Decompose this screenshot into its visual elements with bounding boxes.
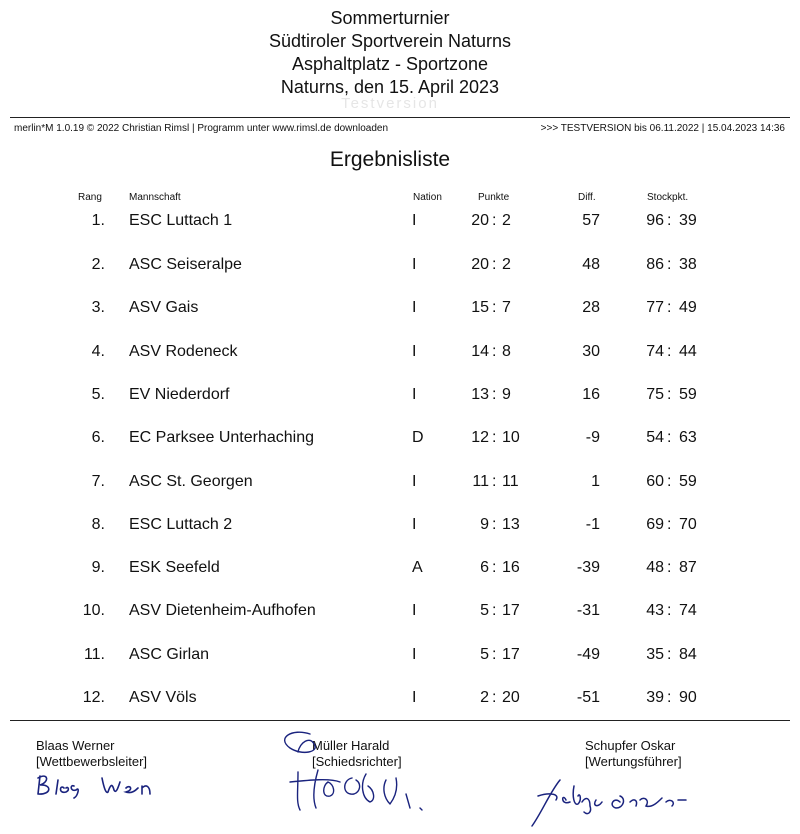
rank: 10. (82, 602, 105, 619)
rank: 7. (91, 473, 105, 490)
points-separator: : (492, 602, 497, 619)
stock-points-for: 39 (646, 689, 664, 706)
difference: 28 (582, 299, 600, 316)
team-name: ESC Luttach 2 (129, 516, 233, 533)
rank: 11. (83, 646, 105, 663)
stock-points-for: 35 (646, 646, 664, 663)
nation-code: I (412, 516, 417, 533)
rank: 4. (91, 343, 105, 360)
stock-points-separator: : (667, 473, 672, 490)
rank: 5. (91, 386, 105, 403)
nation-code: I (412, 299, 417, 316)
header-rule (10, 117, 790, 118)
points-won: 2 (480, 689, 489, 706)
stock-points-separator: : (667, 602, 672, 619)
stock-points-against: 59 (679, 473, 697, 490)
team-name: EV Niederdorf (129, 386, 230, 403)
nation-code: I (412, 212, 417, 229)
col-header-diff: Diff. (578, 192, 596, 203)
points-separator: : (492, 516, 497, 533)
signer-name: Müller Harald (312, 738, 390, 753)
tournament-title: Sommerturnier (330, 8, 450, 28)
stock-points-separator: : (667, 212, 672, 229)
team-name: ESC Luttach 1 (129, 212, 233, 229)
signer-role: [Wettbewerbsleiter] (36, 754, 148, 769)
signature-block-wertungsfuehrer (585, 738, 682, 770)
table-row (0, 602, 800, 624)
rank: 9. (91, 559, 105, 576)
table-row (0, 299, 800, 321)
table-row (0, 343, 800, 365)
stock-points-for: 86 (646, 256, 664, 273)
difference: 1 (591, 473, 600, 490)
stock-points-separator: : (667, 429, 672, 446)
table-row (0, 516, 800, 538)
rank: 2. (91, 256, 105, 273)
stock-points-for: 69 (646, 516, 664, 533)
nation-code: I (412, 602, 417, 619)
col-header-stockpunkte: Stockpkt. (647, 192, 689, 203)
points-lost: 2 (502, 256, 511, 273)
points-lost: 17 (502, 602, 520, 619)
handwritten-signature-blaas (30, 768, 180, 800)
points-separator: : (492, 559, 497, 576)
stock-points-for: 77 (646, 299, 664, 316)
stock-points-separator: : (667, 516, 672, 533)
col-header-punkte: Punkte (478, 192, 510, 203)
signer-role: [Schiedsrichter] (312, 754, 402, 769)
stock-points-against: 49 (679, 299, 697, 316)
points-lost: 10 (502, 429, 520, 446)
points-won: 12 (471, 429, 489, 446)
stock-points-separator: : (667, 343, 672, 360)
stock-points-against: 70 (679, 516, 697, 533)
table-row (0, 646, 800, 668)
team-name: ASC Seiseralpe (129, 256, 242, 273)
table-row (0, 429, 800, 451)
rank: 1. (91, 212, 105, 229)
stock-points-separator: : (667, 299, 672, 316)
rank: 8. (91, 516, 105, 533)
stock-points-separator: : (667, 386, 672, 403)
nation-code: I (412, 343, 417, 360)
col-header-rang: Rang (78, 192, 102, 203)
difference: -49 (576, 646, 600, 663)
stock-points-for: 48 (646, 559, 664, 576)
col-header-team: Mannschaft (129, 192, 181, 203)
signer-name: Blaas Werner (36, 738, 115, 753)
date-line: Naturns, den 15. April 2023 (280, 77, 500, 97)
points-lost: 20 (502, 689, 520, 706)
test-version-info: >>> TESTVERSION bis 06.11.2022 | 15.04.2023 14:36 (540, 123, 785, 134)
points-lost: 7 (502, 299, 511, 316)
points-won: 14 (471, 343, 489, 360)
nation-code: D (412, 429, 424, 446)
table-row (0, 559, 800, 581)
handwritten-signature-mueller (270, 722, 450, 832)
signer-role: [Wertungsführer] (585, 754, 682, 769)
stock-points-against: 63 (679, 429, 697, 446)
team-name: ASV Gais (129, 299, 199, 316)
nation-code: I (412, 646, 417, 663)
rank: 3. (91, 299, 105, 316)
stock-points-for: 75 (646, 386, 664, 403)
points-separator: : (492, 386, 497, 403)
table-row (0, 212, 800, 234)
stock-points-against: 38 (679, 256, 697, 273)
club-name: Südtiroler Sportverein Naturns (268, 31, 512, 51)
difference: 48 (582, 256, 600, 273)
points-won: 5 (480, 602, 489, 619)
points-won: 5 (480, 646, 489, 663)
stock-points-separator: : (667, 689, 672, 706)
points-lost: 16 (502, 559, 520, 576)
stock-points-for: 43 (646, 602, 664, 619)
points-won: 9 (480, 516, 489, 533)
points-won: 20 (471, 212, 489, 229)
points-lost: 13 (502, 516, 520, 533)
nation-code: I (412, 386, 417, 403)
stock-points-against: 59 (679, 386, 697, 403)
signature-block-wettbewerbsleiter (36, 738, 147, 770)
venue: Asphaltplatz - Sportzone (291, 54, 489, 74)
points-lost: 9 (502, 386, 511, 403)
stock-points-against: 44 (679, 343, 697, 360)
team-name: ASV Dietenheim-Aufhofen (129, 602, 316, 619)
points-lost: 17 (502, 646, 520, 663)
team-name: ESK Seefeld (129, 559, 220, 576)
results-title: Ergebnisliste (329, 148, 451, 171)
table-row (0, 689, 800, 711)
stock-points-for: 54 (646, 429, 664, 446)
stock-points-against: 90 (679, 689, 697, 706)
difference: 57 (582, 212, 600, 229)
team-name: ASV Völs (129, 689, 197, 706)
table-row (0, 386, 800, 408)
stock-points-for: 60 (646, 473, 664, 490)
difference: -51 (576, 689, 600, 706)
difference: -31 (576, 602, 600, 619)
difference: -9 (585, 429, 600, 446)
program-credit: merlin*M 1.0.19 © 2022 Christian Rimsl | Programm unter www.rimsl.de downloaden (14, 123, 388, 134)
points-won: 11 (472, 473, 489, 490)
table-row (0, 473, 800, 495)
nation-code: I (412, 256, 417, 273)
test-watermark: Testversion (341, 95, 439, 112)
nation-code: I (412, 689, 417, 706)
points-won: 6 (480, 559, 489, 576)
rank: 12. (82, 689, 105, 706)
points-separator: : (492, 212, 497, 229)
table-row (0, 256, 800, 278)
team-name: ASC Girlan (129, 646, 210, 663)
points-won: 15 (471, 299, 489, 316)
points-lost: 2 (502, 212, 511, 229)
points-separator: : (492, 299, 497, 316)
difference: -39 (576, 559, 600, 576)
points-lost: 11 (502, 473, 519, 490)
points-separator: : (492, 256, 497, 273)
stock-points-for: 96 (646, 212, 664, 229)
points-separator: : (492, 343, 497, 360)
difference: 16 (582, 386, 600, 403)
footer-rule (10, 720, 790, 721)
points-separator: : (492, 689, 497, 706)
stock-points-against: 74 (679, 602, 697, 619)
points-lost: 8 (502, 343, 511, 360)
team-name: ASV Rodeneck (129, 343, 238, 360)
signer-name: Schupfer Oskar (585, 738, 676, 753)
rank: 6. (91, 429, 105, 446)
stock-points-against: 84 (679, 646, 697, 663)
points-separator: : (492, 429, 497, 446)
stock-points-for: 74 (646, 343, 664, 360)
difference: -1 (585, 516, 600, 533)
stock-points-separator: : (667, 559, 672, 576)
points-separator: : (492, 646, 497, 663)
stock-points-separator: : (667, 256, 672, 273)
stock-points-against: 87 (679, 559, 697, 576)
stock-points-against: 39 (679, 212, 697, 229)
stock-points-separator: : (667, 646, 672, 663)
team-name: EC Parksee Unterhaching (129, 429, 314, 446)
handwritten-signature-schupfer (520, 772, 710, 832)
points-won: 20 (471, 256, 489, 273)
team-name: ASC St. Georgen (129, 473, 253, 490)
difference: 30 (582, 343, 600, 360)
nation-code: A (412, 559, 423, 576)
points-won: 13 (471, 386, 489, 403)
col-header-nation: Nation (413, 192, 442, 203)
points-separator: : (492, 473, 497, 490)
nation-code: I (412, 473, 417, 490)
